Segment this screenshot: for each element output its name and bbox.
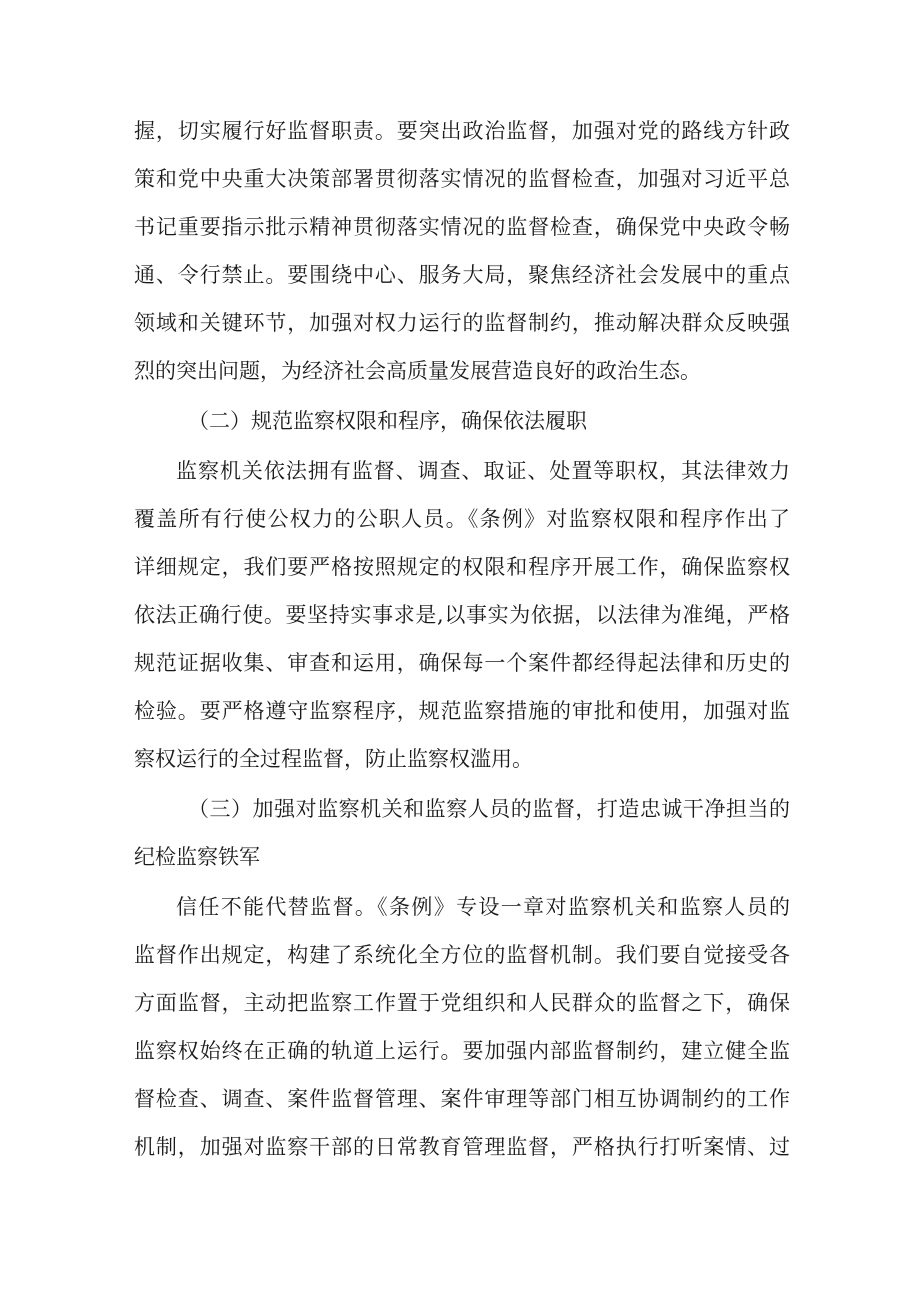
paragraph-3-line-5: 督检查、调查、案件监督管理、案件审理等部门相互协调制约的工作 [134, 1087, 790, 1111]
paragraph-2-line-6: 检验。要严格遵守监察程序，规范监察措施的审批和使用，加强对监 [134, 699, 790, 723]
paragraph-2-line-1: 监察机关依法拥有监督、调查、取证、处置等职权，其法律效力 [176, 459, 790, 483]
paragraph-3-line-6: 机制，加强对监察干部的日常教育管理监督，严格执行打听案情、过 [134, 1135, 790, 1159]
paragraph-3-line-4: 监察权始终在正确的轨道上运行。要加强内部监督制约，建立健全监 [134, 1039, 790, 1063]
paragraph-2-line-2: 覆盖所有行使公权力的公职人员。《条例》对监察权限和程序作出了 [134, 507, 790, 531]
paragraph-2-line-7: 察权运行的全过程监督，防止监察权滥用。 [134, 747, 533, 771]
paragraph-1-line-4: 通、令行禁止。要围绕中心、服务大局，聚焦经济社会发展中的重点 [134, 263, 790, 287]
paragraph-3-line-3: 方面监督，主动把监察工作置于党组织和人民群众的监督之下，确保 [134, 991, 790, 1015]
paragraph-2-line-3: 详细规定，我们要严格按照规定的权限和程序开展工作，确保监察权 [134, 555, 790, 579]
paragraph-1-line-5: 领域和关键环节，加强对权力运行的监督制约，推动解决群众反映强 [134, 311, 790, 335]
paragraph-1-line-2: 策和党中央重大决策部署贯彻落实情况的监督检查，加强对习近平总 [134, 167, 790, 191]
section-heading-3-line-2: 纪检监察铁军 [134, 845, 260, 869]
paragraph-1-line-1: 握，切实履行好监督职责。要突出政治监督，加强对党的路线方针政 [134, 119, 790, 143]
paragraph-3-line-2: 监督作出规定，构建了系统化全方位的监督机制。我们要自觉接受各 [134, 943, 790, 967]
paragraph-2-line-4: 依法正确行使。要坚持实事求是,以事实为依据，以法律为准绳，严格 [134, 603, 790, 627]
section-heading-3-line-1: （三）加强对监察机关和监察人员的监督，打造忠诚干净担当的 [188, 797, 790, 821]
paragraph-2-line-5: 规范证据收集、审查和运用，确保每一个案件都经得起法律和历史的 [134, 651, 790, 675]
section-heading-2: （二）规范监察权限和程序，确保依法履职 [188, 409, 587, 433]
paragraph-3-line-1: 信任不能代替监督。《条例》专设一章对监察机关和监察人员的 [176, 895, 790, 919]
paragraph-1-line-6: 烈的突出问题，为经济社会高质量发展营造良好的政治生态。 [134, 359, 701, 383]
paragraph-1-line-3: 书记重要指示批示精神贯彻落实情况的监督检查，确保党中央政令畅 [134, 215, 790, 239]
